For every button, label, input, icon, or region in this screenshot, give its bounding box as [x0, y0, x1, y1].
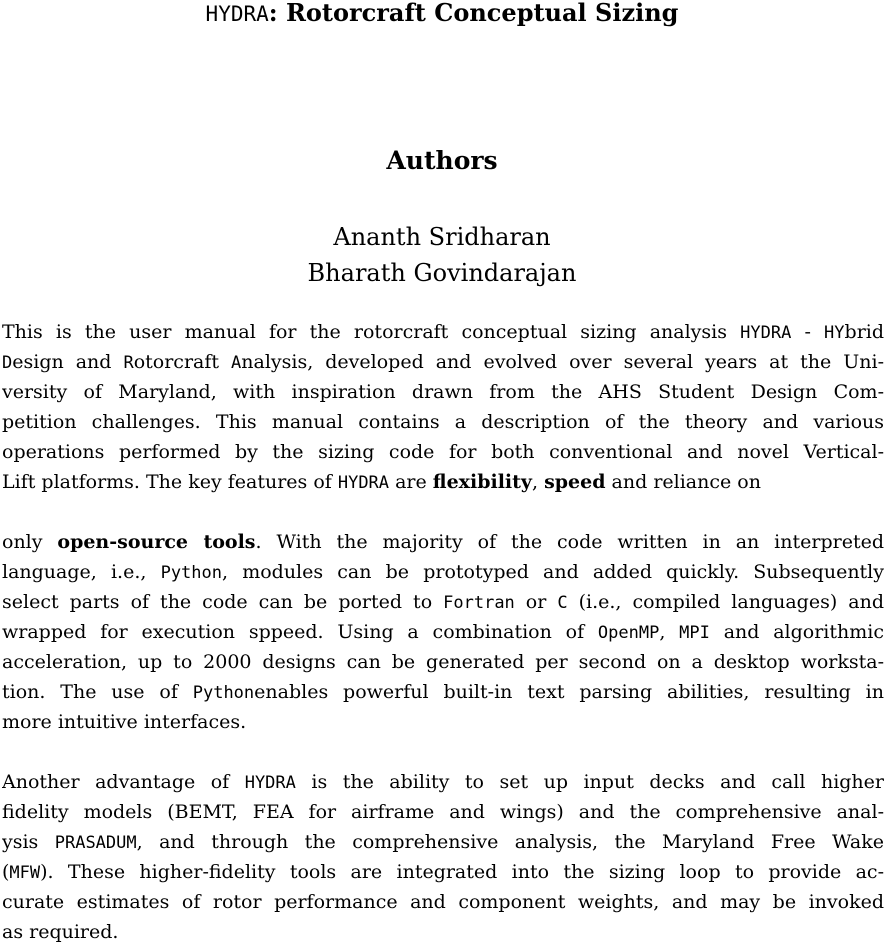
- text-line: [2, 707, 884, 737]
- authors-heading: Authors: [386, 146, 498, 175]
- title-text: : Rotorcraft Conceptual Sizing: [268, 0, 679, 27]
- text-line: [2, 527, 884, 557]
- code-term: C: [557, 593, 568, 613]
- code-term: MFW: [9, 863, 41, 883]
- text-run: fidelity models (BEMT, FEA for airframe and wings) and the comprehensive anal-: [2, 801, 884, 823]
- code-term: Python: [192, 683, 255, 703]
- text-run: . With the majority of the code written in an interpreted: [255, 531, 884, 553]
- title-code-name: HYDRA: [205, 2, 269, 26]
- text-run: are: [389, 471, 433, 493]
- text-run: (: [2, 861, 10, 883]
- code-term: Python: [160, 563, 222, 583]
- text-run: , and through the comprehensive analysis, the Maryland Free Wake: [136, 831, 884, 853]
- text-line: [2, 347, 884, 377]
- text-run: petition challenges. This manual contains a description of the theory and various: [2, 411, 884, 433]
- code-term: OpenMP: [597, 623, 660, 643]
- code-term: HYDRA: [244, 773, 296, 793]
- text-line: [2, 917, 884, 947]
- text-run: otorcraft: [133, 351, 232, 373]
- author-name: Bharath Govindarajan: [307, 259, 577, 287]
- text-line: [2, 797, 884, 827]
- text-run: acceleration, up to 2000 designs can be generated per second on a desktop worksta-: [2, 651, 884, 673]
- text-run: This is the user manual for the rotorcraft conceptual sizing analysis: [2, 321, 741, 343]
- text-run: ,: [531, 471, 545, 493]
- text-run: esign and: [12, 351, 124, 373]
- text-line: [2, 887, 884, 917]
- text-line: [2, 827, 884, 857]
- text-line: [2, 677, 884, 707]
- text-run: or: [514, 591, 558, 613]
- text-run: language, i.e.,: [2, 561, 161, 583]
- text-line: [2, 437, 884, 467]
- text-run: versity of Maryland, with inspiration drawn from the AHS Student Design Com-: [2, 381, 884, 403]
- text-run: -: [791, 321, 825, 343]
- text-run: curate estimates of rotor performance and component weights, and may be invoked: [2, 891, 884, 913]
- text-line: [2, 407, 884, 437]
- text-run: and reliance on: [605, 471, 761, 493]
- text-line: [2, 377, 884, 407]
- text-run: Lift platforms. The key features of: [2, 471, 338, 493]
- text-line: [2, 767, 884, 797]
- text-run: ). These higher-fidelity tools are integrated into the sizing loop to provide ac-: [40, 861, 884, 883]
- code-term: HYDRA: [337, 473, 390, 493]
- text-run: (i.e., compiled languages) and: [567, 591, 884, 613]
- text-run: wrapped for execution sppeed. Using a combination of: [2, 621, 598, 643]
- text-run: ,: [659, 621, 680, 643]
- text-run: Another advantage of: [2, 771, 245, 793]
- code-term: PRASADUM: [54, 833, 137, 853]
- document-title: [0, 0, 884, 29]
- text-line: [2, 587, 884, 617]
- text-run: is the ability to set up input decks and call higher: [295, 771, 884, 793]
- code-term: HYDRA: [740, 323, 792, 343]
- text-run: ysis: [2, 831, 55, 853]
- text-run: as required.: [2, 921, 119, 943]
- author-name: Ananth Sridharan: [333, 223, 551, 251]
- code-term: Fortran: [443, 593, 515, 613]
- code-term: R: [123, 353, 134, 373]
- text-run: tion. The use of: [2, 681, 193, 703]
- text-run: brid: [844, 321, 884, 343]
- text-line: [2, 617, 884, 647]
- text-line: [2, 317, 884, 347]
- text-line: [2, 467, 884, 497]
- code-term: MPI: [679, 623, 710, 643]
- bold-term: speed: [544, 471, 606, 493]
- text-line: [2, 647, 884, 677]
- text-run: select parts of the code can be ported to: [2, 591, 444, 613]
- text-run: enables powerful built-in text parsing abilities, resulting in: [254, 681, 884, 703]
- text-run: only: [2, 531, 58, 553]
- text-run: , modules can be prototyped and added quickly. Subsequently: [222, 561, 884, 583]
- code-term: D: [2, 353, 13, 373]
- text-line: [2, 557, 884, 587]
- text-run: more intuitive interfaces.: [2, 711, 247, 733]
- bold-term: open-source tools: [57, 531, 256, 553]
- code-term: HY: [824, 323, 845, 343]
- code-term: A: [231, 353, 242, 373]
- text-run: operations performed by the sizing code for both conventional and novel Vertical-: [2, 441, 884, 463]
- text-line: [2, 857, 884, 887]
- text-run: and algorithmic: [709, 621, 884, 643]
- bold-term: flexibility: [432, 471, 532, 493]
- text-run: nalysis, developed and evolved over several years at the Uni-: [241, 351, 884, 373]
